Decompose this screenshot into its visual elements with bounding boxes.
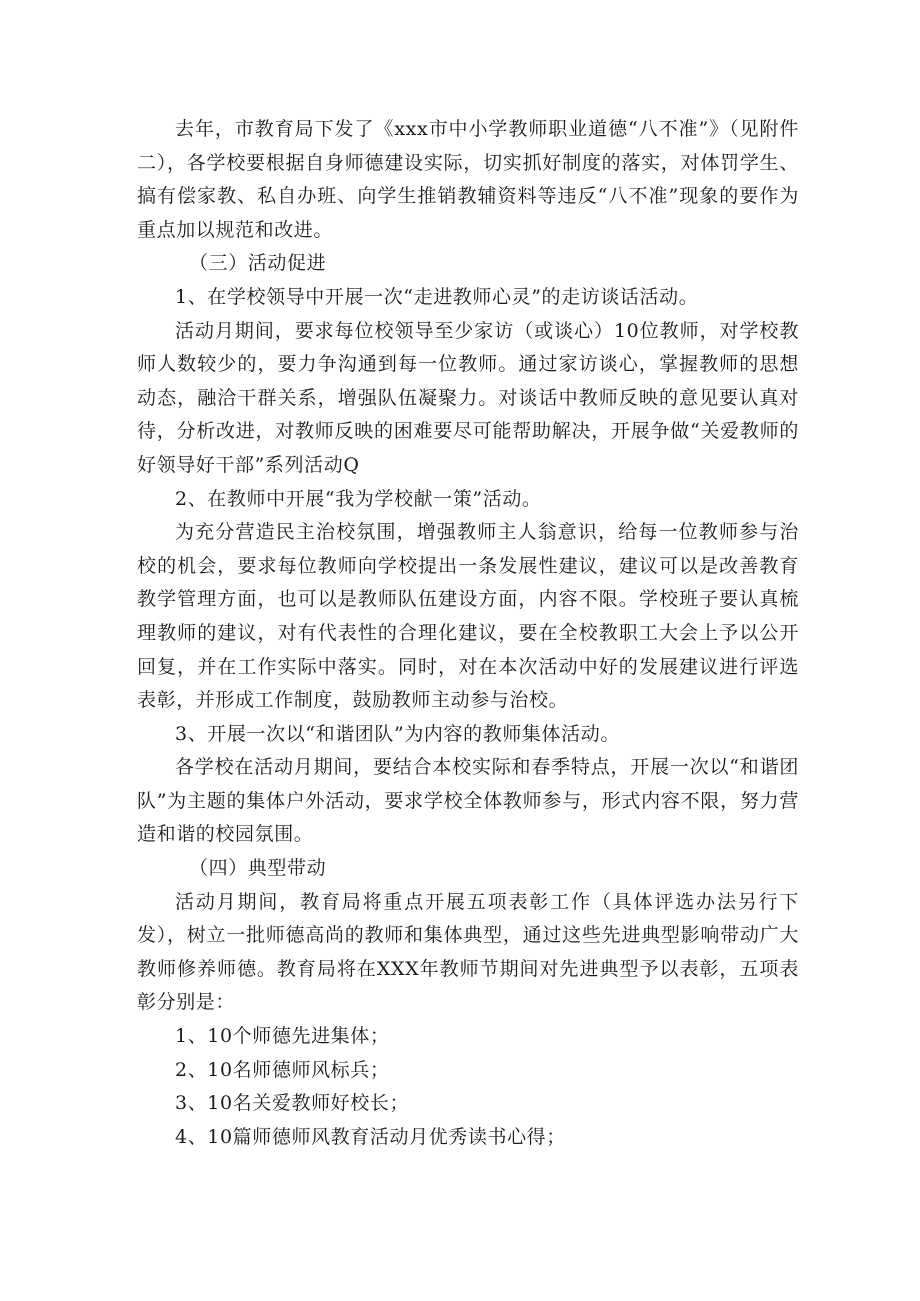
section-heading-model-leading: （四）典型带动 — [189, 857, 327, 880]
paragraph-awards-intro: 活动月期间，教育局将重点开展五项表彰工作（具体评选办法另行下发），树立一批师德高尚的教师和集体典型，通过这些先进典型影响带动广大教师修养师德。教育局将在XXX年教师节期间对先进典型予以表彰，五项表彰分别是： — [137, 890, 799, 1014]
paragraph-team-activity-detail: 各学校在活动月期间，要结合本校实际和春季特点，开展一次以“和谐团队”为主题的集体户外活动，要求学校全体教师参与，形式内容不限，努力营造和谐的校园氛围。 — [137, 756, 799, 846]
paragraph-leader-visit-detail: 活动月期间，要求每位校领导至少家访（或谈心）10位教师，对学校教师人数较少的，要力争沟通到每一位教师。通过家访谈心，掌握教师的思想动态，融洽干群关系，增强队伍凝聚力。对谈话中教师反映的意见要认真对待，分析改进，对教师反映的困难要尽可能帮助解决，开展争做“关爱教师的好领导好干部”系列活动Q — [137, 319, 799, 476]
list-item-award-3: 3、10名关爱教师好校长； — [175, 1092, 410, 1115]
document-body — [137, 113, 799, 1154]
list-item-award-2: 2、10名师德师风标兵； — [175, 1058, 390, 1081]
list-item-award-1: 1、10个师德先进集体； — [175, 1025, 390, 1048]
paragraph-suggestion-detail: 为充分营造民主治校氛围，增强教师主人翁意识，给每一位教师参与治校的机会，要求每位教师向学校提出一条发展性建议，建议可以是改善教育教学管理方面，也可以是教师队伍建设方面，内容不限。学校班子要认真梳理教师的建议，对有代表性的合理化建议，要在全校教职工大会上予以公开回复，并在工作实际中落实。同时，对在本次活动中好的发展建议进行评选表彰，并形成工作制度，鼓励教师主动参与治校。 — [137, 521, 799, 712]
list-item-team-activity: 3、开展一次以“和谐团队”为内容的教师集体活动。 — [175, 722, 620, 745]
list-item-award-4: 4、10篇师德师风教育活动月优秀读书心得； — [175, 1125, 566, 1148]
list-item-suggestion-activity: 2、在教师中开展“我为学校献一策”活动。 — [175, 487, 542, 510]
list-item-leader-visit: 1、在学校领导中开展一次“走进教师心灵”的走访谈话活动。 — [175, 285, 699, 308]
section-heading-activity-promotion: （三）活动促进 — [189, 252, 327, 275]
paragraph-regulation-intro: 去年，市教育局下发了《xxx市中小学教师职业道德“八不准”》（见附件二），各学校要根据自身师德建设实际，切实抓好制度的落实，对体罚学生、搞有偿家教、私自办班、向学生推销教辅资料等违反“八不准”现象的要作为重点加以规范和改进。 — [137, 118, 799, 241]
